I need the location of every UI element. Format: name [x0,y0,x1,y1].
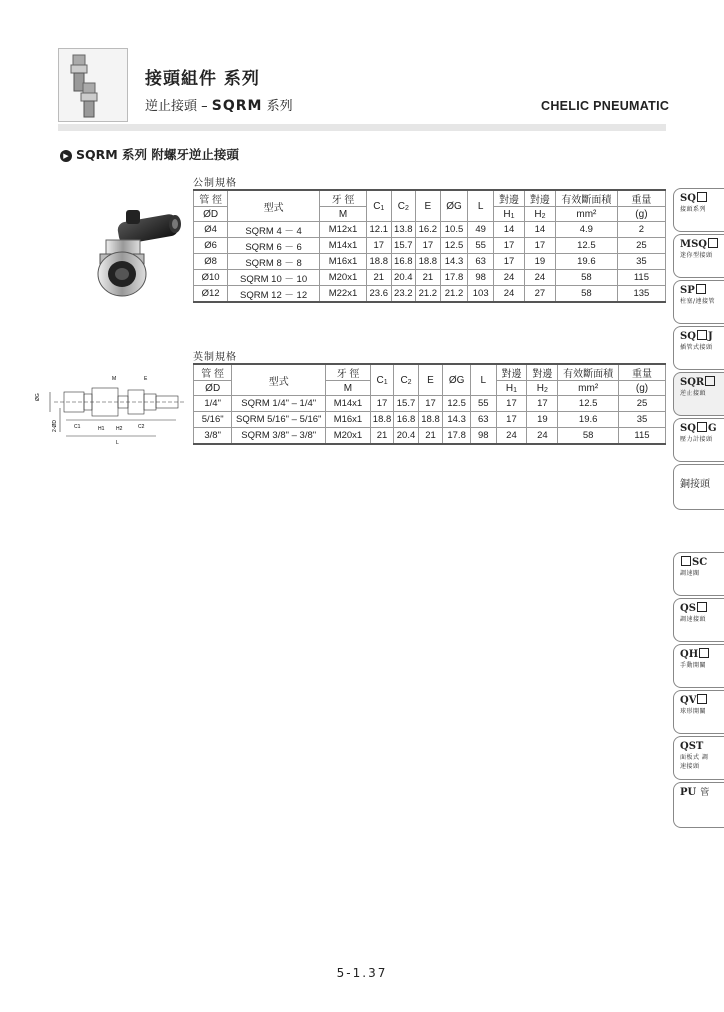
tab-8[interactable] [673,598,724,642]
cell-model: SQRM 1/4" – 1/4" [232,396,326,412]
tab-code-suffix: SC [692,557,708,568]
cell-wt: 25 [619,396,666,412]
cell-c2: 20.4 [394,428,419,445]
col-c1-sub: 1 [380,204,385,212]
col-c2 [391,190,416,222]
cell-g: 12.5 [443,396,471,412]
col-g: ØG [440,190,468,222]
fitting-thumbnail-icon [59,49,127,121]
col-h2-bot-text: H [536,382,545,394]
cell-l: 63 [468,254,494,270]
col-model: 型式 [232,364,326,396]
cell-d: 3/8" [194,428,232,445]
play-bullet-icon: ▶ [60,150,72,162]
tab-title [680,284,724,297]
cell-wt: 2 [617,222,665,238]
cell-c2: 23.2 [391,286,416,303]
col-area-top: 有效斷面積 [558,364,619,381]
cell-model: SQRM 4 － 4 [228,222,320,238]
cell-area: 19.6 [555,254,617,270]
cell-m: M20x1 [320,270,367,286]
cell-d: 1/4" [194,396,232,412]
table-row [194,412,666,428]
tab-title [680,556,724,569]
cell-l: 55 [470,396,496,412]
col-e: E [418,364,443,396]
cell-d: 5/16" [194,412,232,428]
cell-c2: 13.8 [391,222,416,238]
cell-area: 12.5 [555,238,617,254]
tab-subtitle: 柱塞/連接管 [680,298,716,305]
col-h1-sub: 1 [510,212,515,220]
tab-code-prefix: PU [680,787,697,798]
col-area-bot: mm² [555,207,617,222]
cell-wt: 35 [617,254,665,270]
placeholder-box-icon [708,238,718,248]
cell-h2: 17 [527,396,558,412]
col-g: ØG [443,364,471,396]
cell-d: Ø12 [194,286,228,303]
drawing-label-c1: C1 [74,424,81,430]
product-thumbnail [58,48,128,122]
cell-wt: 135 [617,286,665,303]
col-h2-bot [527,381,558,396]
col-d-bot: ØD [194,381,232,396]
tab-7[interactable] [673,552,724,596]
tab-title [680,602,724,615]
cell-h2: 14 [524,222,555,238]
tab-subtitle: 調速接頭 [680,616,707,623]
cell-d: Ø6 [194,238,228,254]
tab-11[interactable] [673,736,724,780]
col-c1-text: C [376,374,384,386]
cell-area: 58 [555,286,617,303]
tab-code-prefix: QV [680,695,697,706]
tab-code-prefix: SQR [680,377,705,388]
drawing-label-l: L [116,440,119,446]
cell-e: 21 [418,428,443,445]
metric-spec-label: 公制規格 [193,178,237,189]
imperial-spec-label: 英制規格 [193,352,237,363]
cell-wt: 115 [617,270,665,286]
cell-c1: 12.1 [366,222,391,238]
cell-h1: 17 [496,412,527,428]
tab-1[interactable] [673,234,724,278]
col-area-top: 有效斷面積 [555,190,617,207]
cell-m: M16x1 [326,412,371,428]
cell-c1: 18.8 [370,412,393,428]
col-wt-bot: (g) [619,381,666,396]
cell-g: 17.8 [440,270,468,286]
cell-m: M22x1 [320,286,367,303]
tab-title [680,330,724,343]
col-d-top: 管 徑 [194,190,228,207]
cell-h2: 19 [527,412,558,428]
tab-10[interactable] [673,690,724,734]
cell-wt: 35 [619,412,666,428]
col-model: 型式 [228,190,320,222]
col-h1-bot [496,381,527,396]
col-c2-sub: 2 [407,378,412,386]
col-wt-bot: (g) [617,207,665,222]
page-number: 5-1.37 [336,966,388,980]
tab-title [680,192,724,205]
tab-code-prefix: MSQ [680,239,708,250]
tab-code-prefix: SQ [680,193,696,204]
tab-code-prefix: QST [680,741,704,752]
cell-m: M16x1 [320,254,367,270]
col-h1-sub: 1 [513,386,518,394]
cell-d: Ø10 [194,270,228,286]
cell-l: 49 [468,222,494,238]
tab-code-prefix: SP [680,285,695,296]
cell-area: 19.6 [558,412,619,428]
cell-e: 17 [416,238,441,254]
tab-12[interactable] [673,782,724,828]
cell-model: SQRM 3/8" – 3/8" [232,428,326,445]
tab-title [680,694,724,707]
tab-title [680,786,724,800]
cell-h1: 17 [496,396,527,412]
cell-h2: 17 [524,238,555,254]
cell-m: M14x1 [320,238,367,254]
cell-h2: 27 [524,286,555,303]
table-row [194,238,666,254]
cell-l: 63 [470,412,496,428]
tab-subtitle: 球形開關 [680,708,707,715]
tab-code-suffix: J [707,331,713,342]
cell-g: 17.8 [443,428,471,445]
table-row [194,286,666,303]
col-h2-bot-text: H [534,208,542,220]
placeholder-box-icon [697,602,707,612]
col-h2-bot [524,207,555,222]
cell-c2: 16.8 [394,412,419,428]
tab-2[interactable] [673,280,724,324]
header-divider [58,124,666,131]
cell-c1: 17 [370,396,393,412]
col-c1-sub: 1 [383,378,388,386]
cell-model: SQRM 5/16" – 5/16" [232,412,326,428]
table-row [194,222,666,238]
tab-3[interactable] [673,326,724,370]
technical-drawing-icon [35,368,196,448]
cell-l: 98 [468,270,494,286]
subtitle-code: SQRM [211,98,263,114]
table-row [194,428,666,445]
tab-label: 銅接頭 [680,479,710,490]
col-l: L [470,364,496,396]
dimension-drawing [35,368,196,448]
tab-subtitle: 調速閥 [680,570,700,577]
col-m-top: 牙 徑 [326,364,371,381]
drawing-label-g: ØG [35,393,41,401]
col-c2-sub: 2 [404,204,409,212]
tab-title [680,648,724,661]
section-title: SQRM 系列 附螺牙逆止接頭 [76,147,239,162]
page-subtitle [145,95,293,114]
cell-d: Ø8 [194,254,228,270]
cell-l: 55 [468,238,494,254]
cell-m: M20x1 [326,428,371,445]
tab-0[interactable] [673,188,724,232]
placeholder-box-icon [697,330,707,340]
tab-title [680,238,724,251]
cell-l: 103 [468,286,494,303]
col-c2 [394,364,419,396]
placeholder-box-icon [696,284,706,294]
col-wt-top: 重量 [617,190,665,207]
table-row [194,270,666,286]
col-m-bot: M [320,207,367,222]
col-h1-top: 對邊 [496,364,527,381]
cell-h2: 24 [527,428,558,445]
drawing-label-d: 2-ØD [52,420,58,432]
page-title: 接頭組件 系列 [145,69,260,89]
cell-c1: 23.6 [366,286,391,303]
tab-4[interactable] [673,372,724,416]
cell-e: 18.8 [418,412,443,428]
col-c1-text: C [373,200,381,212]
tab-6[interactable] [673,464,724,510]
cell-area: 4.9 [555,222,617,238]
cell-c2: 15.7 [394,396,419,412]
placeholder-box-icon [697,422,707,432]
cell-h1: 17 [494,238,525,254]
cell-c1: 21 [366,270,391,286]
cell-l: 98 [470,428,496,445]
tab-subtitle: 壓力計接頭 [680,436,713,443]
tab-code-suffix: 管 [700,788,710,798]
col-wt-top: 重量 [619,364,666,381]
col-d-bot: ØD [194,207,228,222]
tab-subtitle: 接頭系列 [680,206,707,213]
cell-c2: 16.8 [391,254,416,270]
tab-subtitle: 插管式接頭 [680,344,713,351]
col-m-top: 牙 徑 [320,190,367,207]
col-h2-top: 對邊 [527,364,558,381]
col-l: L [468,190,494,222]
tab-subtitle: 手動開關 [680,662,707,669]
col-h2-sub: 2 [544,386,548,394]
check-valve-photo-icon [90,208,185,303]
cell-h1: 24 [494,286,525,303]
subtitle-prefix: 逆止接頭 – [145,99,208,114]
tab-code-prefix: SQ [680,423,696,434]
col-h1-bot [494,207,525,222]
placeholder-box-icon [697,192,707,202]
cell-d: Ø4 [194,222,228,238]
cell-e: 21 [416,270,441,286]
col-h2-top: 對邊 [524,190,555,207]
col-d-top: 管 徑 [194,364,232,381]
table-row [194,254,666,270]
col-m-bot: M [326,381,371,396]
tab-subtitle: 迷你型接頭 [680,252,713,259]
placeholder-box-icon [705,376,715,386]
cell-wt: 25 [617,238,665,254]
cell-area: 12.5 [558,396,619,412]
cell-m: M14x1 [326,396,371,412]
col-c1 [370,364,393,396]
cell-model: SQRM 6 － 6 [228,238,320,254]
cell-m: M12x1 [320,222,367,238]
section-heading [60,145,239,163]
tab-code-prefix: SQ [680,331,696,342]
col-h2-sub: 2 [541,212,546,220]
col-area-bot: mm² [558,381,619,396]
subtitle-suffix: 系列 [266,99,293,114]
cell-wt: 115 [619,428,666,445]
cell-h1: 24 [496,428,527,445]
tab-subtitle: 逆止接頭 [680,390,707,397]
cell-e: 21.2 [416,286,441,303]
placeholder-box-icon [697,694,707,704]
col-h1-bot-text: H [503,208,511,220]
cell-c1: 17 [366,238,391,254]
tab-5[interactable] [673,418,724,462]
table-row [194,396,666,412]
drawing-label-m: M [112,376,117,382]
tab-title [680,376,724,389]
cell-g: 14.3 [443,412,471,428]
tab-title [680,740,724,753]
cell-h1: 17 [494,254,525,270]
cell-g: 21.2 [440,286,468,303]
placeholder-box-icon [699,648,709,658]
cell-area: 58 [555,270,617,286]
drawing-label-h2: H2 [116,426,123,432]
tab-code-prefix: QS [680,603,696,614]
tab-code-suffix: G [707,423,717,434]
cell-g: 14.3 [440,254,468,270]
cell-model: SQRM 8 － 8 [228,254,320,270]
placeholder-box-icon [681,556,691,566]
cell-c1: 18.8 [366,254,391,270]
cell-h1: 14 [494,222,525,238]
col-c1 [366,190,391,222]
tab-code-prefix: QH [680,649,699,660]
cell-area: 58 [558,428,619,445]
drawing-label-c2: C2 [138,424,145,430]
cell-h2: 19 [524,254,555,270]
cell-h1: 24 [494,270,525,286]
tab-title [680,478,724,491]
cell-c2: 20.4 [391,270,416,286]
metric-spec-table [193,189,666,303]
cell-e: 17 [418,396,443,412]
cell-c2: 15.7 [391,238,416,254]
drawing-label-e: E [144,376,148,382]
cell-model: SQRM 10 － 10 [228,270,320,286]
brand-name: CHELIC PNEUMATIC [541,99,670,113]
cell-h2: 24 [524,270,555,286]
imperial-spec-table [193,363,666,445]
drawing-label-h1: H1 [98,426,105,432]
cell-c1: 21 [370,428,393,445]
tab-9[interactable] [673,644,724,688]
col-h1-bot-text: H [505,382,514,394]
product-photo [90,208,185,303]
tab-subtitle: 面板式 調速接頭 [680,754,709,770]
cell-g: 10.5 [440,222,468,238]
col-c2-text: C [400,374,408,386]
tab-title [680,422,724,435]
cell-model: SQRM 12 － 12 [228,286,320,303]
col-e: E [416,190,441,222]
cell-e: 18.8 [416,254,441,270]
cell-e: 16.2 [416,222,441,238]
cell-g: 12.5 [440,238,468,254]
col-h1-top: 對邊 [494,190,525,207]
col-c2-text: C [397,200,405,212]
